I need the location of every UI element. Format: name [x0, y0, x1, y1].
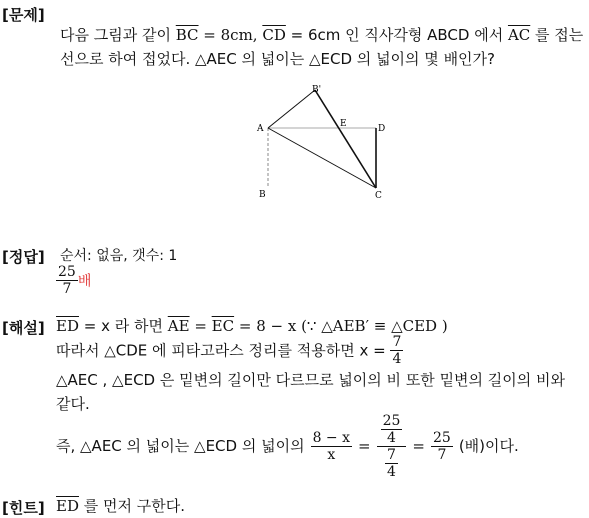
label-c: C	[375, 191, 382, 201]
equals-sign: =	[412, 437, 425, 455]
ratio-numerator: 25	[433, 429, 451, 446]
equals-sign: =	[358, 437, 371, 455]
explanation-text: 따라서 △CDE 에 피타고라스 정리를 적용하면 x =	[56, 341, 391, 360]
x-numerator: 7	[392, 334, 402, 350]
segment-ac: $\overline{AC}$	[507, 26, 531, 44]
geometry-figure	[255, 84, 395, 204]
answer-label: [정답]	[2, 248, 45, 266]
label-e: E	[340, 119, 347, 129]
explanation-label: [해설]	[2, 319, 45, 337]
inner-fraction-bottom	[385, 447, 398, 480]
segment-cd: $\overline{CD}$	[262, 26, 286, 44]
inner-numerator: 7	[387, 446, 396, 463]
segment-ec: $\overline{EC}$	[211, 317, 235, 335]
explanation-line-5	[56, 410, 519, 482]
inner-denominator: 4	[387, 429, 396, 446]
compound-denominator	[377, 447, 407, 480]
compound-numerator	[377, 413, 407, 447]
x-denominator: 4	[392, 351, 402, 367]
hint-text-line	[56, 497, 185, 515]
problem-text: = 8cm,	[198, 26, 263, 44]
problem-label: [문제]	[2, 6, 45, 24]
segment-ae: $\overline{AE}$	[167, 317, 190, 335]
segment-b-prime-c	[315, 90, 376, 188]
explanation-text: (배)이다.	[458, 437, 519, 455]
segment-ed: $\overline{ED}$	[56, 497, 79, 515]
label-a: A	[257, 124, 264, 134]
problem-text: 다음 그림과 같이	[60, 26, 176, 44]
ratio-denominator: x	[327, 446, 336, 463]
ratio-fraction-1	[311, 430, 352, 463]
explanation-text: =	[189, 317, 212, 335]
segment-ed: $\overline{ED}$	[56, 317, 79, 335]
inner-fraction-top	[381, 413, 403, 446]
ratio-fraction-2	[377, 413, 407, 480]
ratio-denominator: 7	[437, 446, 447, 463]
explanation-text: = 8 − x (∵ △AEB′ ≡ △CED )	[234, 317, 448, 335]
problem-text: 를 접는	[530, 26, 584, 44]
inner-numerator: 25	[382, 412, 401, 429]
ratio-numerator: 8 − x	[312, 429, 351, 446]
answer-fraction	[56, 264, 78, 297]
explanation-line-1	[56, 317, 448, 335]
explanation-text: = x 라 하면	[78, 317, 168, 335]
answer-denominator: 7	[62, 281, 72, 297]
explanation-line-4: 같다.	[56, 395, 90, 413]
hint-label: [힌트]	[2, 499, 45, 517]
explanation-line-2	[56, 334, 403, 367]
inner-denominator: 4	[387, 463, 396, 480]
label-d: D	[378, 124, 386, 134]
ratio-fraction-3	[431, 430, 453, 463]
segment-ac	[268, 128, 376, 188]
answer-numerator: 25	[58, 264, 76, 280]
label-b: B	[259, 190, 266, 200]
problem-line-2: 선으로 하여 접었다. △AEC 의 넓이는 △ECD 의 넓이의 몇 배인가?	[60, 50, 495, 68]
hint-text: 를 먼저 구한다.	[78, 497, 185, 515]
explanation-text: 즉, △AEC 의 넓이는 △ECD 의 넓이의	[56, 437, 305, 455]
segment-ab-prime	[268, 90, 315, 128]
answer-meta: 순서: 없음, 갯수: 1	[60, 248, 178, 264]
answer-unit: 배	[77, 273, 92, 290]
label-b-prime: B'	[312, 85, 322, 95]
segment-bc: $\overline{BC}$	[175, 26, 199, 44]
problem-line-1	[60, 26, 583, 44]
problem-text: = 6cm 인 직사각형 ABCD 에서	[285, 26, 508, 44]
x-value-fraction	[390, 334, 403, 367]
explanation-line-3: △AEC , △ECD 은 밑변의 길이만 다르므로 넓이의 비 또한 밑변의 길이의 비와	[56, 371, 566, 389]
answer-value	[56, 264, 91, 297]
